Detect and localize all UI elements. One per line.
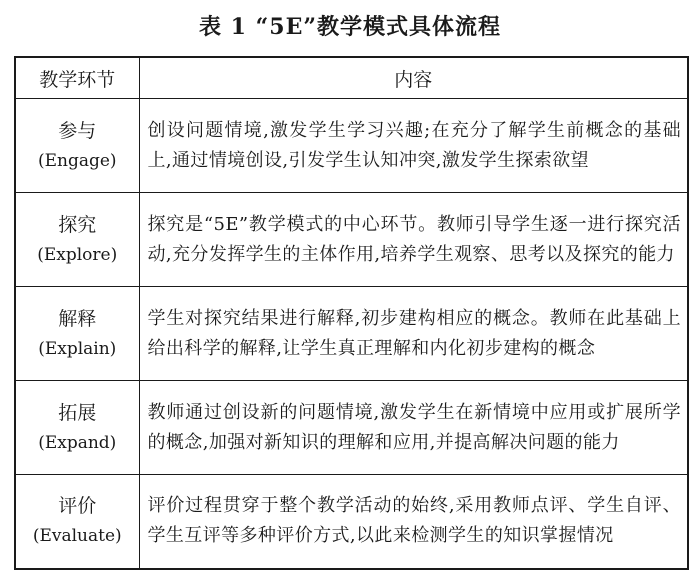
phase-name-en: (Expand) bbox=[38, 432, 117, 453]
table-row bbox=[15, 287, 688, 381]
phase-content: 评价过程贯穿于整个教学活动的始终,采用教师点评、学生自评、学生互评等多种评价方式,以此来检测学生的知识掌握情况 bbox=[139, 475, 688, 569]
phase-content: 创设问题情境,激发学生学习兴趣;在充分了解学生前概念的基础上,通过情境创设,引发学生认知冲突,激发学生探索欲望 bbox=[139, 99, 688, 193]
phase-name-zh: 探究 bbox=[58, 213, 97, 236]
phase-name-zh: 拓展 bbox=[58, 401, 97, 424]
phase-cell bbox=[15, 287, 139, 381]
table-row bbox=[15, 475, 688, 569]
header-teaching-phase: 教学环节 bbox=[15, 57, 139, 99]
phase-name-en: (Evaluate) bbox=[32, 526, 122, 547]
phase-name-en: (Engage) bbox=[37, 150, 117, 171]
phase-content: 教师通过创设新的问题情境,激发学生在新情境中应用或扩展所学的概念,加强对新知识的理解和应用,并提高解决问题的能力 bbox=[139, 381, 688, 475]
phase-name-en: (Explain) bbox=[38, 338, 117, 359]
phase-name-en: (Explore) bbox=[37, 244, 118, 265]
process-table bbox=[14, 56, 689, 570]
table-row bbox=[15, 99, 688, 193]
phase-name-zh: 解释 bbox=[58, 307, 97, 330]
phase-cell bbox=[15, 381, 139, 475]
header-content: 内容 bbox=[139, 57, 688, 99]
table-header-row bbox=[15, 57, 688, 99]
phase-cell bbox=[15, 193, 139, 287]
phase-content: 探究是“5E”教学模式的中心环节。教师引导学生逐一进行探究活动,充分发挥学生的主体作用,培养学生观察、思考以及探究的能力 bbox=[139, 193, 688, 287]
table-caption: 表 1 “5E”教学模式具体流程 bbox=[198, 14, 501, 40]
phase-name-zh: 评价 bbox=[58, 495, 97, 518]
table-row bbox=[15, 193, 688, 287]
phase-cell bbox=[15, 475, 139, 569]
table-row bbox=[15, 381, 688, 475]
phase-name-zh: 参与 bbox=[58, 119, 97, 142]
phase-cell bbox=[15, 99, 139, 193]
phase-content: 学生对探究结果进行解释,初步建构相应的概念。教师在此基础上给出科学的解释,让学生真正理解和内化初步建构的概念 bbox=[139, 287, 688, 381]
